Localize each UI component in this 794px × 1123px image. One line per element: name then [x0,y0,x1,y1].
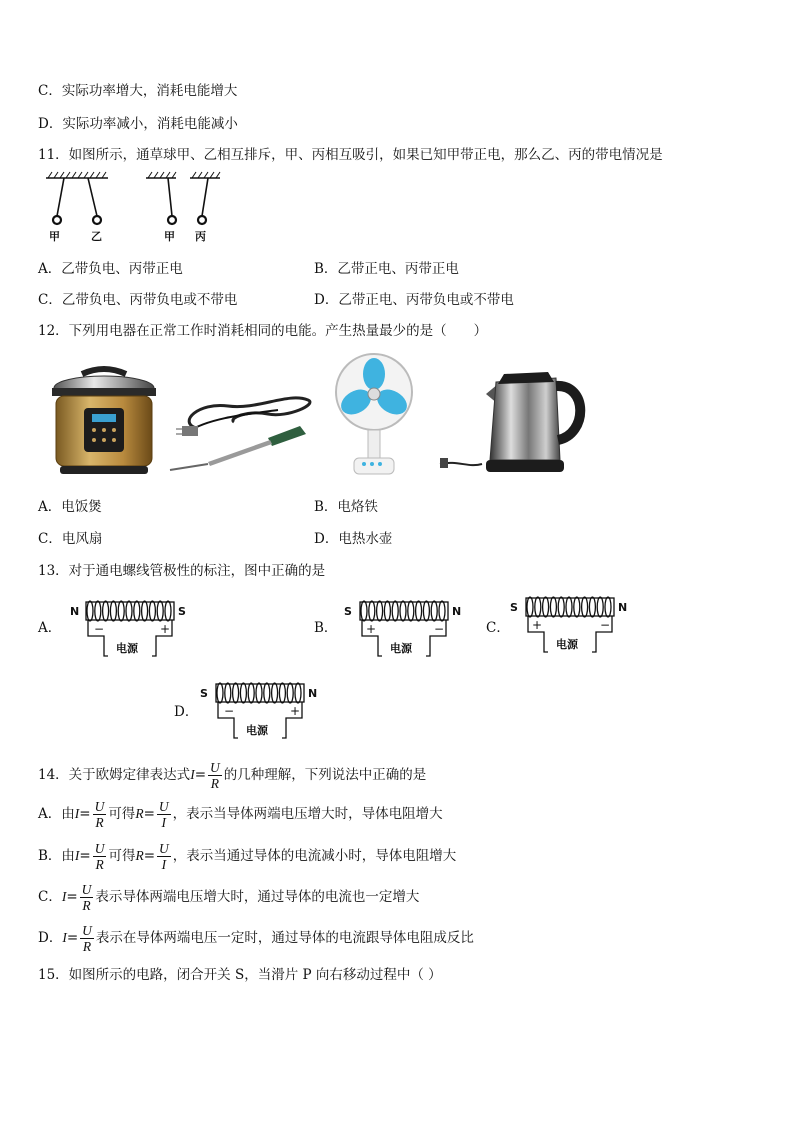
q14-stem-prefix: 14．关于欧姆定律表达式 [38,767,191,783]
q14-d-frac-num: U [82,923,92,938]
q13-fig-1-left-pole-label: S [344,605,352,618]
q13-fig-0-plus-sign: + [160,622,171,636]
solenoid-figure-d [198,678,322,746]
q14-b-prefix: B．由 [38,848,75,864]
q14-b-eq2: = [143,848,156,864]
ball-label-bing: 丙 [195,230,206,243]
q11-stem: 11．如图所示，通草球甲、乙相互排斥，甲、丙相互吸引，如果已知甲带正电，那么乙、丙的带电情况是 [38,147,663,163]
q14-d-frac-den: R [82,939,92,954]
q14-formula-denominator: R [210,776,219,791]
q14-b-frac1-den: R [95,857,104,872]
q13-option-c: C． [486,620,510,636]
q14-formula-eq: = [194,767,206,783]
q13-stem: 13．对于通电螺线管极性的标注，图中正确的是 [38,563,326,579]
q14-b-fraction-1 [93,841,107,872]
q13-fig-1-minus-sign: − [434,622,445,636]
q14-d-i: I [62,930,67,945]
rice-cooker-image [48,364,160,478]
q14-d-prefix: D． [38,930,63,946]
q14-d-suffix: 表示在导体两端电压一定时，通过导体的电流跟导体电阻成反比 [95,930,474,946]
q14-a-frac2-den: I [161,815,166,830]
q14-d-eq: = [66,930,79,946]
q14-option-c [38,880,419,914]
q13-fig-2-left-pole-label: S [510,601,518,614]
q11-option-d: D．乙带正电、丙带负电或不带电 [314,292,514,308]
ball-label-jia-2: 甲 [164,230,175,243]
q13-fig-3-power-box-label: 电源 [246,724,268,737]
q13-fig-0-minus-sign: − [94,622,105,636]
q15-stem: 15．如图所示的电路，闭合开关 S，当滑片 P 向右移动过程中（ ） [38,967,442,983]
q14-a-frac1-den: R [95,815,104,830]
q14-b-fraction-2 [157,841,171,872]
q14-a-mid: 可得 [108,806,136,822]
q14-a-r: R [135,806,144,821]
q13-fig-2-power-box-label: 电源 [556,638,578,651]
q12-stem: 12．下列用电器在正常工作时消耗相同的电能。产生热量最少的是（ ） [38,323,488,339]
q14-option-b [38,839,456,873]
q13-fig-3-plus-sign: + [290,704,301,718]
q14-b-frac2-den: I [161,857,167,872]
q14-stem [38,758,426,792]
q14-a-frac1-num: U [94,799,105,814]
q14-c-prefix: C． [38,889,62,905]
q13-fig-0-right-pole-label: S [178,605,186,618]
q11-pith-ball-figure [44,172,224,244]
q14-b-eq: = [79,848,91,864]
q14-c-i: I [61,889,67,904]
q13-option-b: B． [314,620,338,636]
q13-fig-0-power-box-label: 电源 [116,642,138,655]
q13-fig-2-solenoid-coil [526,597,614,617]
q14-option-d [38,921,474,955]
q14-a-eq2: = [143,806,155,822]
q14-a-frac2-num: U [158,799,169,814]
q12-option-b: B．电烙铁 [314,499,378,515]
q14-a-fraction-1 [93,799,107,830]
q14-b-r: R [135,848,144,863]
q14-c-frac-num: U [81,882,92,897]
q14-a-suffix: ，表示当导体两端电压增大时，导体电阻增大 [172,806,443,822]
q14-formula-fraction [208,760,222,791]
q13-fig-2-plus-sign: + [532,618,543,632]
q14-d-fraction [80,923,94,954]
q14-formula-numerator: U [210,760,220,775]
q13-fig-2-minus-sign: − [600,618,611,632]
electric-kettle-image [438,364,584,476]
soldering-iron-image [168,388,314,472]
q13-fig-1-right-pole-label: N [452,605,462,618]
q14-c-frac-den: R [82,898,91,913]
ball-label-jia-1: 甲 [49,230,60,243]
q13-fig-3-left-pole-label: S [200,687,208,700]
q14-b-frac1-num: U [94,841,105,856]
solenoid-figure-a [68,596,186,664]
q13-fig-1-plus-sign: + [366,622,377,636]
q14-b-suffix: ，表示当通过导体的电流减小时，导体电阻增大 [172,848,457,864]
q14-b-mid: 可得 [108,848,136,864]
q13-fig-3-right-pole-label: N [308,687,318,700]
q12-option-d: D．电热水壶 [314,531,393,547]
q14-b-i: I [74,848,80,863]
q11-option-a: A．乙带负电、丙带正电 [38,261,183,277]
q13-fig-1-power-box-label: 电源 [390,642,412,655]
q14-stem-suffix: 的几种理解，下列说法中正确的是 [223,767,427,783]
q14-option-a [38,797,443,831]
q14-a-fraction-2 [157,799,171,830]
q13-option-a: A． [38,620,62,636]
q11-option-c: C．乙带负电、丙带负电或不带电 [38,292,238,308]
q13-fig-0-left-pole-label: N [70,605,80,618]
q13-fig-0-solenoid-coil [86,601,174,621]
q10-option-d: D．实际功率减小，消耗电能减小 [38,116,238,132]
q14-a-prefix: A．由 [38,806,75,822]
electric-fan-image [332,352,416,478]
q13-fig-3-solenoid-coil [216,683,304,703]
q13-fig-1-solenoid-coil [360,601,448,621]
ball-label-yi: 乙 [91,230,102,243]
q13-fig-2-right-pole-label: N [618,601,628,614]
q13-fig-3-minus-sign: − [224,704,235,718]
solenoid-figure-b [342,596,466,664]
q14-a-eq: = [79,806,91,822]
solenoid-figure-c [508,592,632,660]
q13-option-d: D． [174,704,199,720]
q12-option-a: A．电饭煲 [38,499,102,515]
q11-option-b: B．乙带正电、丙带正电 [314,261,459,277]
q14-a-i: I [74,806,80,821]
q14-c-fraction [80,882,94,913]
q14-formula-i: I [190,767,195,782]
q14-b-frac2-num: U [159,841,169,856]
q14-c-eq: = [66,889,78,905]
q14-c-suffix: 表示导体两端电压增大时，通过导体的电流也一定增大 [95,889,420,905]
q10-option-c: C．实际功率增大，消耗电能增大 [38,83,238,99]
q12-option-c: C．电风扇 [38,531,103,547]
